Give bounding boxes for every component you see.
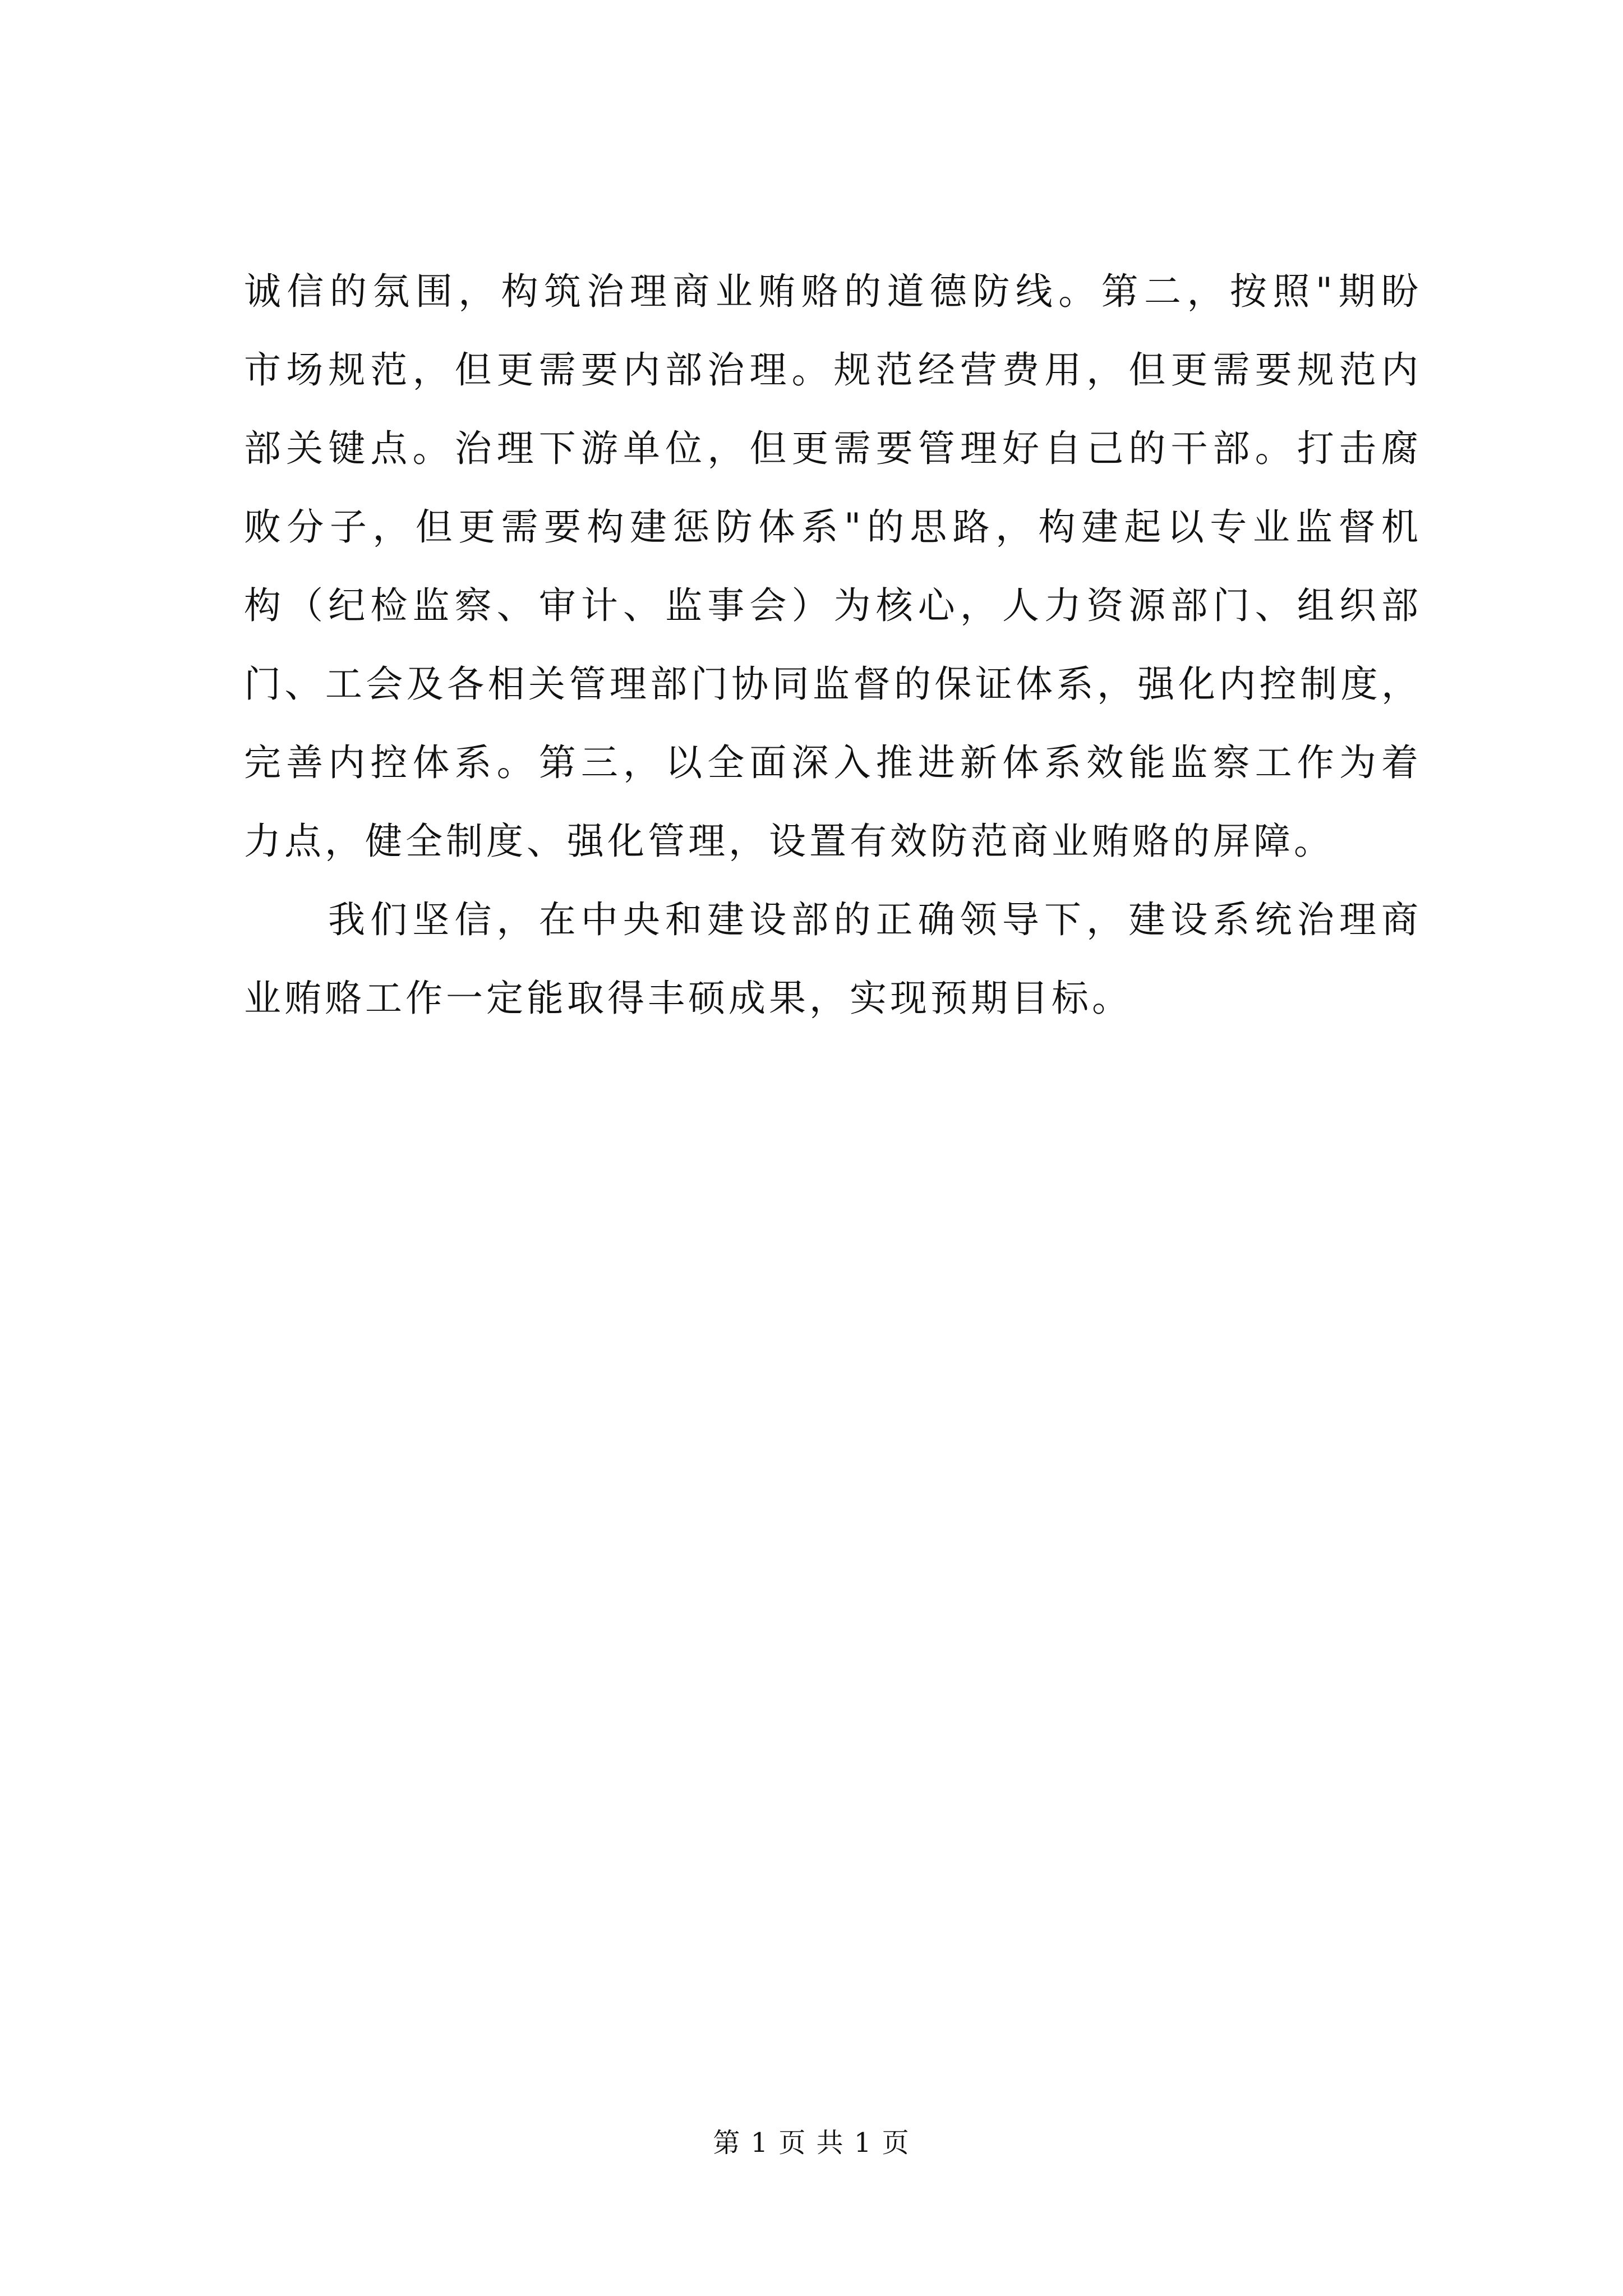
text-line: 败分子，但更需要构建惩防体系"的思路，构建起以专业监督机 (244, 505, 1422, 549)
text-line: 构（纪检监察、审计、监事会）为核心，人力资源部门、组织部 (244, 584, 1422, 627)
paragraph-2 (244, 881, 1422, 1038)
text-line: 门、工会及各相关管理部门协同监督的保证体系，强化内控制度， (244, 662, 1422, 706)
text-line: 诚信的氛围，构筑治理商业贿赂的道德防线。第二，按照"期盼 (244, 270, 1422, 313)
text-line: 部关键点。治理下游单位，但更需要管理好自己的干部。打击腐 (244, 427, 1422, 470)
text-line: 我们坚信，在中央和建设部的正确领导下，建设系统治理商 (328, 898, 1422, 941)
text-line: 业贿赂工作一定能取得丰硕成果，实现预期目标。 (244, 977, 1132, 1020)
body-text (244, 252, 1422, 1038)
paragraph-1 (244, 252, 1422, 881)
page-number-footer: 第 1 页 共 1 页 (713, 2127, 910, 2159)
text-line: 力点，健全制度、强化管理，设置有效防范商业贿赂的屏障。 (244, 820, 1334, 863)
text-line: 完善内控体系。第三，以全面深入推进新体系效能监察工作为着 (244, 741, 1422, 784)
text-line: 市场规范，但更需要内部治理。规范经营费用，但更需要规范内 (244, 348, 1422, 392)
